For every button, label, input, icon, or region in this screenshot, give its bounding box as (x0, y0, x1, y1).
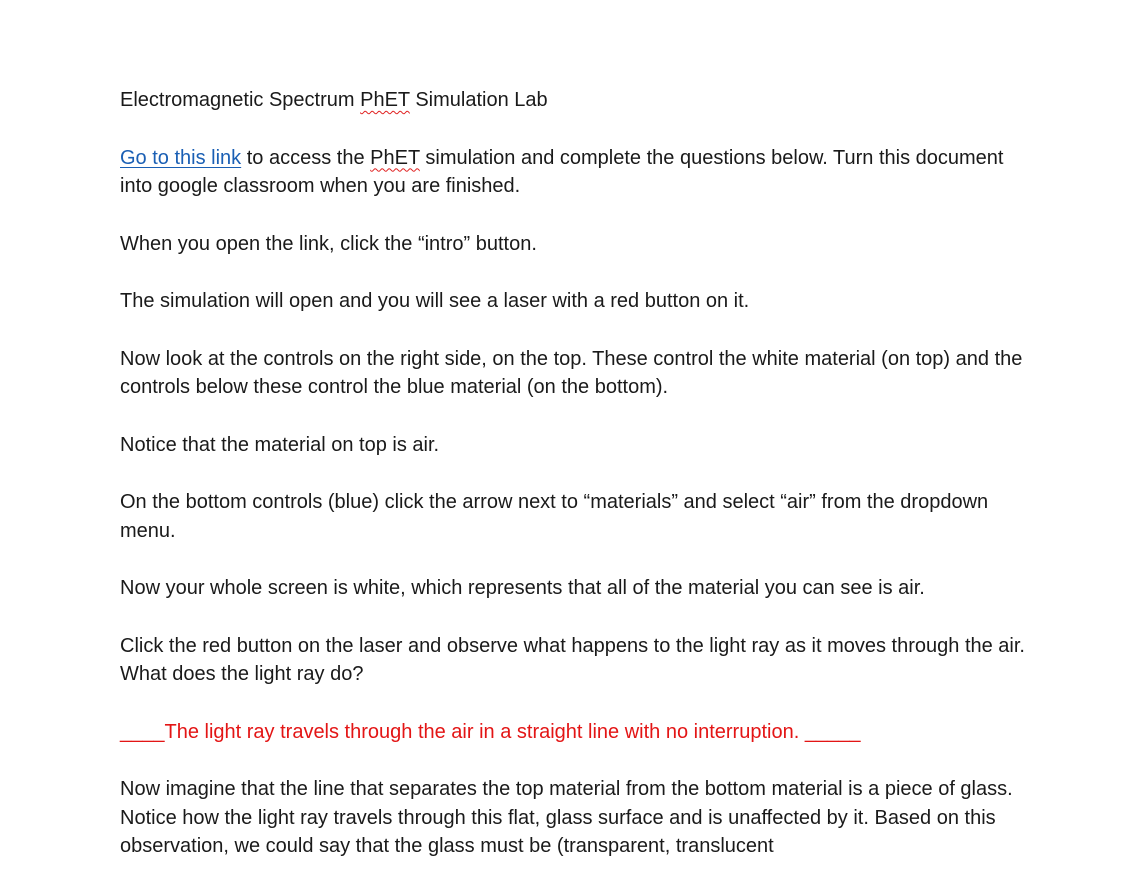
paragraph-laser: The simulation will open and you will see a laser with a red button on it. (120, 290, 750, 312)
paragraph-notice-air: Notice that the material on top is air. (120, 433, 440, 456)
paragraph-glass: Now imagine that the line that separates the top material from the bottom material is a piece of glass. Notice how the light ray travels through this flat, glass surface and is unaffected by it. Based on this observation, we could say that the glass must be (transparent, translucent (120, 778, 1013, 857)
document-body (120, 86, 1040, 890)
paragraph-bottom-controls: On the bottom controls (blue) click the arrow next to “materials” and select “air” from the dropdown menu. (120, 491, 989, 542)
intro-text-a: to access the (241, 146, 371, 169)
title-text-before: Electromagnetic Spectrum (120, 89, 361, 111)
title-misspelled-word[interactable]: PhET (360, 89, 410, 111)
paragraph-question: Click the red button on the laser and observe what happens to the light ray as it moves through the air. What does the light ray do? (120, 634, 1025, 685)
document-title (120, 86, 1040, 115)
paragraph-white-screen: Now your whole screen is white, which represents that all of the material you can see is air. (120, 577, 925, 599)
intro-paragraph (120, 144, 1040, 201)
phet-link[interactable]: Go to this link (120, 146, 242, 169)
paragraph-controls: Now look at the controls on the right side, on the top. These control the white material (on top) and the controls below these control the blue material (on the bottom). (120, 347, 1023, 398)
intro-text-b: simulation and complete the questions below. Turn this document into google classroom when you are finished. (120, 146, 1004, 197)
paragraph-open-link: When you open the link, click the “intro” button. (120, 232, 537, 255)
title-text-after: Simulation Lab (409, 89, 548, 111)
intro-misspelled-word[interactable]: PhET (370, 146, 420, 169)
answer-text[interactable]: ____The light ray travels through the air in a straight line with no interruption. _____ (120, 720, 861, 743)
